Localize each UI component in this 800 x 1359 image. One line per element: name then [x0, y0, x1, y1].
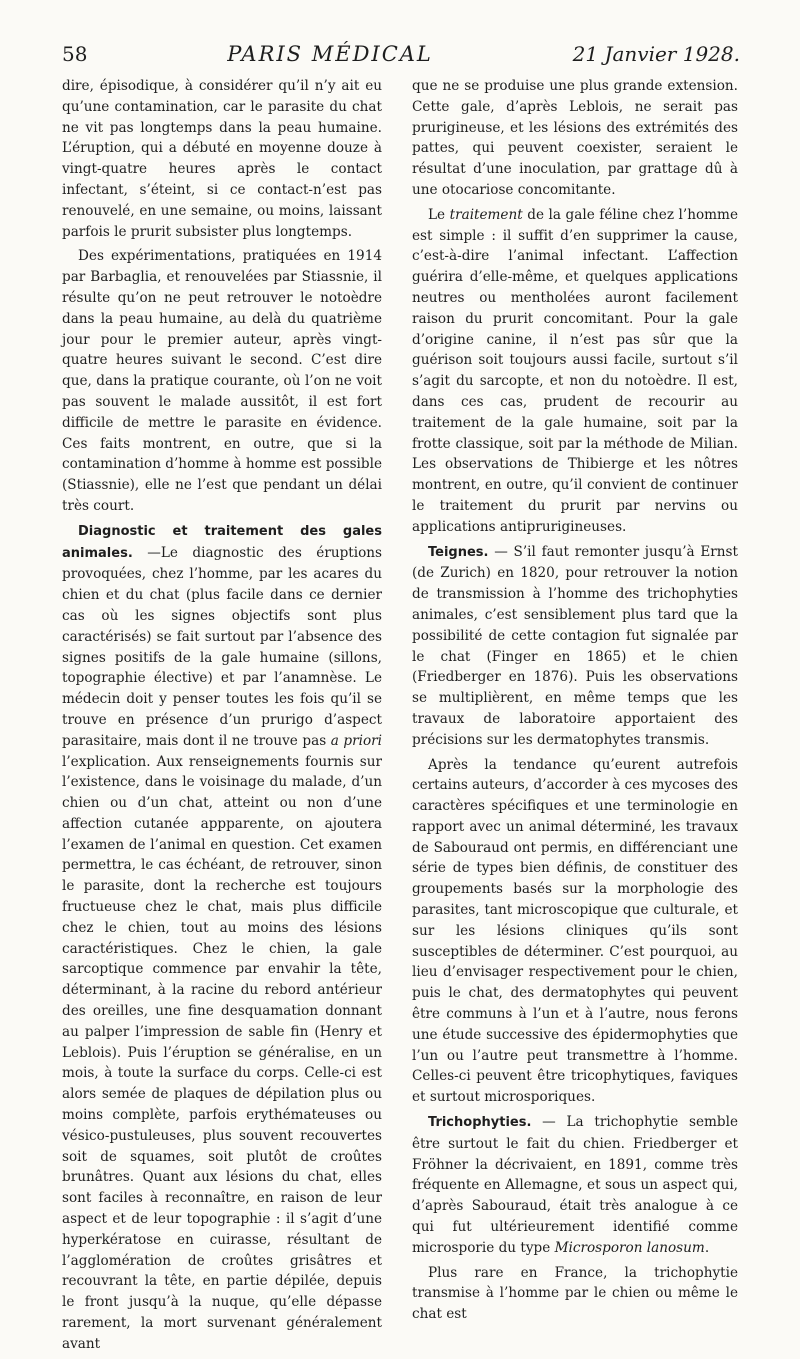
paragraph-text: — S’il faut remonter jusqu’à Ernst (de Zurich) en 1820, pour retrouver la notion de transmission à l’homme des trichophyties animales, c’est sensiblement plus tard que la possibilité de cette contagion fut signalée par le chat (Finger en 1865) et le chien (Friedberger en 1876). Puis les observations se multiplièrent, en même temps que les travaux de laboratoire apportaient des précisions sur les dermatophytes transmis. [412, 543, 738, 748]
paragraph-text: —Le diagnostic des éruptions provoquées, chez l’homme, par les acares du chien et du chat (plus facile dans ce dernier cas où les signes objectifs sont plus caractérisés) se fait surtout par l’absence des signes positifs de la gale humaine (sillons, topographie élective) et par l’anamnèse. Le médecin doit y penser toutes les fois qu’il se trouve en présence d’un prurigo d’aspect parasitaire, mais dont il ne trouve pas [62, 544, 382, 749]
paragraph-diagnostic [62, 521, 382, 1355]
paragraph: Plus rare en France, la trichophytie transmise à l’homme par le chien ou même le chat est [412, 1264, 738, 1323]
paragraph-text: l’explication. Aux renseignements fournis sur l’existence, dans le voisinage du malade, d’un chien ou d’un chat, atteint ou non d’une affection cutanée appparente, on ajoutera l’examen de l’animal en question. Cet examen permettra, le cas échéant, de retrouver, sinon le parasite, dont la recherche est toujours fructueuse chez le chat, mais plus difficile chez le chien, tout au moins des lésions caractéristiques. Chez le chien, la gale sarcoptique commence par envahir la tête, déterminant, à la racine du rebord antérieur des oreilles, une fine desquamation donnant au palper l’impression de sable fin (Henry et Leblois). Puis l’éruption se généralise, en un mois, à toute la surface du corps. Celle-ci est alors semée de plaques de dépilation plus ou moins complète, parfois erythémateuses ou vésico-pustuleuses, plus souvent recouvertes soit de squames, soit plutôt de croûtes brunâtres. Quant aux lésions du chat, elles sont faciles à reconnaître, en raison de leur aspect et de leur topographie : il s’agit d’une hyperkératose en cuirasse, résultant de l’agglomération de croûtes grisâtres et recouvrant la tête, en partie dépilée, depuis le front jusqu’à la nuque, qu’elle dépasse rarement, la mort survenant généralement avant [62, 753, 382, 1352]
paragraph-trichophyties [412, 1112, 738, 1259]
paragraph: dire, épisodique, à considérer qu’il n’y ait eu qu’une contamination, car le parasite du chat ne vit pas longtemps dans la peau humaine. L’éruption, qui a débuté en moyenne douze à vingt-quatre heures après le contact infectant, s’éteint, si ce contact-n’est pas renouvelé, en une semaine, ou moins, laissant parfois le prurit subsister plus longtemps. [62, 78, 382, 240]
italic-term: traitement [449, 206, 523, 223]
page-number: 58 [62, 42, 88, 66]
issue-date: 21 Janvier 1928. [572, 42, 740, 66]
paragraph: Des expérimentations, pratiquées en 1914 par Barbaglia, et renouvelées par Stiassnie, il résulte qu’on ne peut retrouver le notoèdre dans la peau humaine, au delà du quatrième jour pour le premier auteur, après vingt-quatre heures suivant le second. C’est dire que, dans la pratique courante, où l’on ne voit pas souvent le malade aussitôt, il est fort difficile de mettre le parasite en évidence. Ces faits montrent, en outre, que si la contamination d’homme à homme est possible (Stiassnie), elle ne l’est que pendant un délai très court. [62, 248, 382, 514]
paragraph-text: Le [428, 206, 450, 223]
section-heading: Trichophyties. [428, 1115, 532, 1131]
paragraph-text: — La trichophytie semble être surtout le fait du chien. Friedberger et Fröhner la décrivaient, en 1891, comme très fréquente en Allemagne, et sous un aspect qui, d’après Sabouraud, était très analogue à ce qui fut ultérieurement identifié comme microsporie du type [412, 1114, 738, 1256]
paragraph: que ne se produise une plus grande extension. Cette gale, d’après Leblois, ne serait pas prurigineuse, et les lésions des extrémités des pattes, qui peuvent coexister, seraient le résultat d’une inoculation, par grattage dû à une otocariose concomitante. [412, 78, 738, 198]
paragraph-treatment [412, 205, 738, 538]
italic-term: a priori [330, 732, 382, 749]
journal-title: PARIS MÉDICAL [227, 42, 433, 66]
right-column [412, 76, 738, 1329]
paragraph: Après la tendance qu’eurent autrefois certains auteurs, d’accorder à ces mycoses des caractères spécifiques et une terminologie en rapport avec un animal déterminé, les travaux de Sabouraud ont permis, en différenciant une série de types bien définis, de constituer des groupements basés sur la morphologie des parasites, tant microscopique que culturale, et sur les lésions cliniques qu’ils sont susceptibles de déterminer. C’est pourquoi, au lieu d’envisager respectivement pour le chien, puis le chat, des dermatophytes qui peuvent être communs à l’un et à l’autre, nous ferons une étude successive des épidermophyties que l’un ou l’autre peut transmettre à l’homme. Celles-ci peuvent être tricophytiques, faviques et surtout microsporiques. [412, 756, 738, 1106]
section-heading: Teignes. [428, 544, 489, 560]
italic-term: Microsporon lanosum [554, 1239, 705, 1256]
paragraph-teignes [412, 542, 738, 751]
paragraph-text: . [704, 1239, 710, 1256]
paragraph-text: de la gale féline chez l’homme est simple : il suffit d’en supprimer la cause, c’est-à-dire l’animal infectant. L’affection guérira d’elle-même, et quelques applications neutres ou mentholées auront facilement raison du prurit concomitant. Pour la gale d’origine canine, il n’est pas sûr que la guérison soit toujours aussi facile, surtout s’il s’agit du sarcopte, et non du notoèdre. Il est, dans ces cas, prudent de recourir au traitement de la gale humaine, soit par la frotte classique, soit par la méthode de Milian. Les observations de Thibierge et les nôtres montrent, en outre, qu’il convient de continuer le traitement du prurit par nervins ou applications antiprurigineuses. [412, 206, 738, 535]
section-heading: Diagnostic et traitement des gales animales. [62, 523, 382, 561]
page-header [62, 42, 740, 70]
left-column [62, 76, 382, 1359]
